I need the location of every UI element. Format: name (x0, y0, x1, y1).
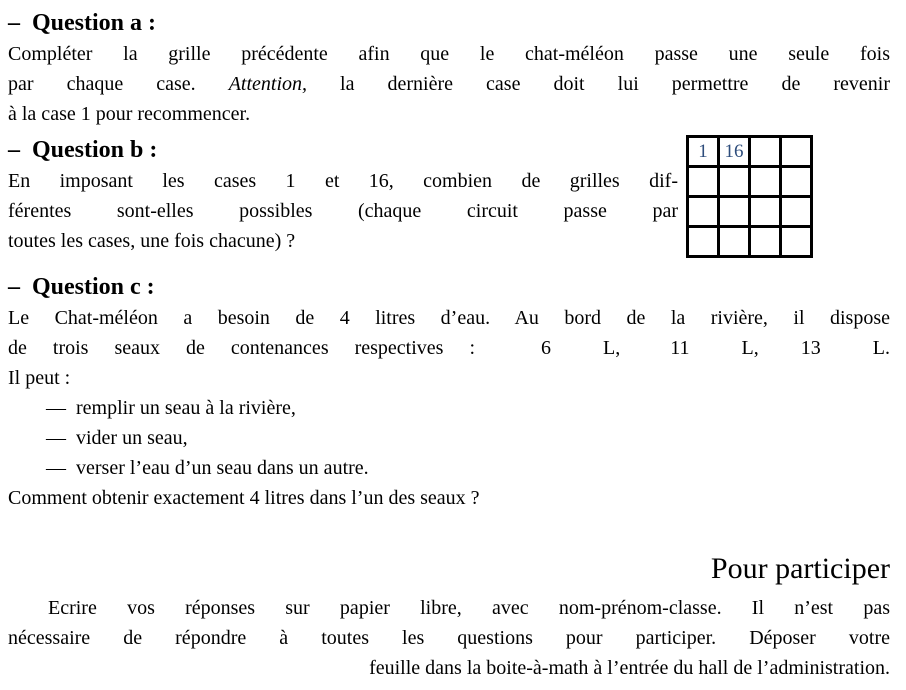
capacity-value: 11 L, (644, 337, 759, 359)
footer-title: Pour participer (710, 552, 890, 585)
list-item: — vider un seau, (46, 427, 188, 449)
footer-section (8, 551, 890, 683)
grid-cell (750, 137, 781, 167)
footer-line1: Ecrire vos réponses sur papier libre, avec nom-prénom-classe. Il n’est pas (48, 597, 890, 619)
grid-cell: 16 (719, 137, 750, 167)
question-a-line2 (8, 69, 890, 99)
grid-row (688, 197, 812, 227)
grid-cell: 1 (688, 137, 719, 167)
capacity-value: 6 L, (515, 337, 621, 359)
grid-cell (781, 137, 812, 167)
footer-line2: nécessaire de répondre à toutes les questions pour participer. Déposer votre (8, 627, 890, 649)
capacities-line (8, 333, 890, 363)
grid-cell (688, 167, 719, 197)
list-item: — verser l’eau d’un seau dans un autre. (46, 457, 369, 479)
grid-cell (719, 197, 750, 227)
question-a-line3: à la case 1 pour recommencer. (8, 103, 251, 125)
italic-text: Attention, (228, 73, 308, 95)
grid-row (688, 227, 812, 257)
text-run: la dernière case doit lui permettre de revenir (307, 73, 890, 95)
grid-row (688, 137, 812, 167)
question-c-heading: – Question c : (8, 274, 155, 300)
question-a-section (8, 8, 890, 129)
question-c-section (8, 272, 890, 513)
text-run: de trois seaux de contenances respectives : (8, 337, 476, 359)
grid-cell (688, 227, 719, 257)
footer-paragraph (8, 593, 890, 683)
question-c-line3: Il peut : (8, 367, 71, 389)
grid-cell (750, 167, 781, 197)
question-a-line1: Compléter la grille précédente afin que le chat-méléon passe une seule fois (8, 43, 890, 65)
grid-cell (719, 167, 750, 197)
question-b-line2: férentes sont-elles possibles (chaque circuit passe par (8, 200, 678, 222)
question-a-heading: – Question a : (8, 10, 157, 36)
grid-cell (781, 197, 812, 227)
question-b-line3: toutes les cases, une fois chacune) ? (8, 230, 296, 252)
grid-cell (750, 197, 781, 227)
question-b-line1: En imposant les cases 1 et 16, combien de grilles dif- (8, 170, 678, 192)
question-b-heading: – Question b : (8, 137, 158, 163)
grid-cell (688, 197, 719, 227)
capacity-value: 13 L. (774, 337, 891, 359)
grid-figure (686, 135, 813, 258)
footer-line3: feuille dans la boite-à-math à l’entrée du hall de l’administration. (369, 657, 890, 679)
text-run: par chaque case. (8, 73, 229, 95)
grid-cell (719, 227, 750, 257)
grid-cell (781, 227, 812, 257)
grid-cell (781, 167, 812, 197)
grid-cell (750, 227, 781, 257)
question-c-closing: Comment obtenir exactement 4 litres dans l’un des seaux ? (8, 487, 480, 509)
question-b-section (8, 135, 890, 256)
grid-row (688, 167, 812, 197)
question-c-line1: Le Chat-méléon a besoin de 4 litres d’eau. Au bord de la rivière, il dispose (8, 307, 890, 329)
list-item: — remplir un seau à la rivière, (46, 397, 296, 419)
